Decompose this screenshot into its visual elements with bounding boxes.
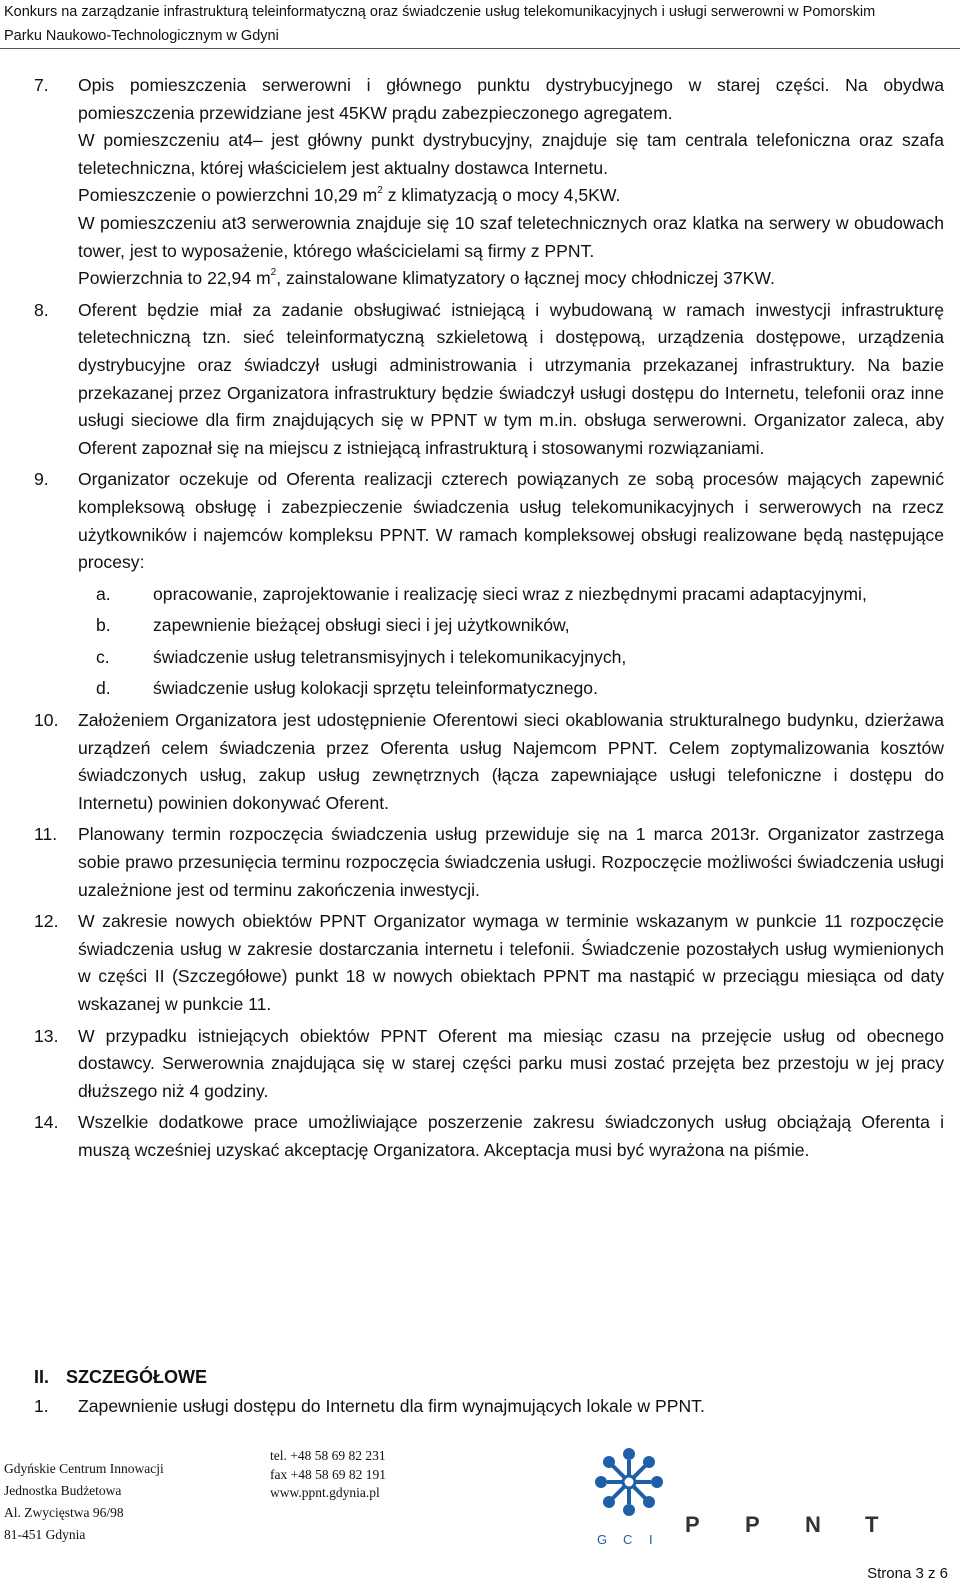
item-paragraph: Organizator oczekuje od Oferenta realizacji czterech powiązanych ze sobą procesów mających zapewnić kompleksową obsługę i zabezpieczenie świadczenia usług telekomunikacyjnych i serwerowych na rzecz użytkowników i najemców kompleksu PPNT. W ramach kompleksowej obsługi realizowane będą następujące procesy: bbox=[78, 469, 944, 573]
section-heading: II. SZCZEGÓŁOWE bbox=[34, 1364, 944, 1392]
list-item-7 bbox=[34, 72, 944, 293]
svg-text:P: P bbox=[685, 1512, 700, 1537]
sub-item-c: c. świadczenie usług teletransmisyjnych i telekomunikacyjnych, bbox=[96, 646, 627, 667]
section-item-text: Zapewnienie usługi dostępu do Internetu dla firm wynajmujących lokale w PPNT. bbox=[78, 1396, 705, 1416]
header-divider bbox=[0, 48, 960, 49]
item-paragraph: Oferent będzie miał za zadanie obsługiwać istniejącą i wybudowaną w ramach inwestycji infrastrukturę teletechniczną tzn. sieć teleinformatyczną szkieletową i dostępową, urządzenia dostępowe, urządzenia dystrybucyjne oraz świadczył usługi administrowania i utrzymania przekazanej infrastruktury. Na bazie przekazanej przez Organizatora infrastruktury będzie świadczył usługi dostępu do Internetu, telefonii oraz inne usługi sieciowe dla firm znajdujących się w PPNT w tym m.in. obsługa serwerowni. Organizator zaleca, aby Oferent zapoznał się na miejscu z istniejącą infrastrukturą i stosowanymi rozwiązaniami. bbox=[78, 299, 944, 458]
item-paragraph: Wszelkie dodatkowe prace umożliwiające poszerzenie zakresu świadczonych usług obciążają Oferenta i muszą wcześniej uzyskać akceptację Organizatora. Akceptacja musi być wyrażona na piśmie. bbox=[78, 1112, 944, 1160]
footer-contact bbox=[270, 1447, 386, 1503]
item-number: 14. bbox=[34, 1112, 59, 1133]
sub-item-a: a. opracowanie, zaprojektowanie i realizację sieci wraz z niezbędnymi pracami adaptacyjnymi, bbox=[96, 583, 867, 604]
item-paragraph: Powierzchnia to 22,94 $m^2$, zainstalowane klimatyzatory o łącznej mocy chłodniczej 37KW. bbox=[78, 267, 775, 289]
svg-text:N: N bbox=[805, 1512, 821, 1537]
svg-text:T: T bbox=[865, 1512, 879, 1537]
footer-fax: fax +48 58 69 82 191 bbox=[270, 1466, 386, 1482]
item-paragraph: W zakresie nowych obiektów PPNT Organizator wymaga w terminie wskazanym w punkcie 11 rozpoczęcie świadczenia usług w zakresie dostarczania internetu i telefonii. Świadczenie pozostałych usług wymienionych w części II (Szczegółowe) punkt 18 w nowych obiektach PPNT ma nastąpić w przeciągu miesiąca od daty wskazanej w punkcie 11. bbox=[78, 911, 944, 1014]
header-line-1: Konkurs na zarządzanie infrastrukturą teleinformatyczną oraz świadczenie usług telekomunikacyjnych i usługi serwerowni w Pomorskim bbox=[4, 4, 876, 20]
item-paragraph: W pomieszczeniu at4– jest główny punkt dystrybucyjny, znajduje się tam centrala telefoniczna oraz szafa teletechniczna, której właścicielem jest aktualny dostawca Internetu. bbox=[78, 130, 944, 178]
sub-item-b: b. zapewnienie bieżącej obsługi sieci i jej użytkowników, bbox=[96, 615, 570, 636]
item-number: 12. bbox=[34, 911, 59, 932]
list-item-8 bbox=[34, 297, 944, 463]
list-item-14 bbox=[34, 1109, 944, 1164]
list-item-9 bbox=[34, 466, 944, 703]
page-header bbox=[4, 0, 954, 48]
footer-address: Gdyńskie Centrum Innowacji Jednostka Budżetowa Al. Zwycięstwa 96/98 81-451 Gdynia bbox=[4, 1461, 164, 1542]
sub-list bbox=[96, 581, 944, 703]
list-item-12 bbox=[34, 908, 944, 1018]
item-number: 8. bbox=[34, 299, 49, 320]
svg-text:I: I bbox=[649, 1532, 653, 1547]
section-item-1: 1. Zapewnienie usługi dostępu do Internetu dla firm wynajmujących lokale w PPNT. bbox=[34, 1393, 944, 1421]
ppnt-logo-icon bbox=[593, 1446, 923, 1556]
document-body bbox=[34, 72, 944, 1169]
page-number: Strona 3 z 6 bbox=[867, 1565, 948, 1582]
svg-text:C: C bbox=[623, 1532, 633, 1547]
item-number: 9. bbox=[34, 469, 49, 490]
item-paragraph: W przypadku istniejących obiektów PPNT Oferent ma miesiąc czasu na przejęcie usług od obecnego dostawcy. Serwerownia znajdująca się w starej części parku musi zostać przejęta bez przestoju w jej pracy dłuższego niż 4 godziny. bbox=[78, 1025, 944, 1101]
item-number: 13. bbox=[34, 1025, 59, 1046]
item-paragraph: Opis pomieszczenia serwerowni i głównego punktu dystrybucyjnego w starej części. Na obydwa pomieszczenia przewidziane jest 45KW prądu zabezpieczonego agregatem. bbox=[78, 75, 944, 123]
item-number: 7. bbox=[34, 75, 49, 95]
section-title: SZCZEGÓŁOWE bbox=[66, 1367, 207, 1387]
item-paragraph: Pomieszczenie o powierzchni 10,29 $m^2$ z klimatyzacją o mocy 4,5KW. bbox=[78, 184, 621, 206]
list-item-10 bbox=[34, 707, 944, 817]
svg-text:G: G bbox=[597, 1532, 608, 1547]
item-number: 10. bbox=[34, 710, 59, 731]
footer-phone: tel. +48 58 69 82 231 bbox=[270, 1448, 386, 1463]
item-paragraph: Założeniem Organizatora jest udostępnienie Oferentowi sieci okablowania strukturalnego budynku, dzierżawa urządzeń celem świadczenia przez Oferenta usług Najemcom PPNT. Celem zoptymalizowania kosztów świadczonych usług, zakup usług zewnętrznych (łącza zapewniające usługi telefoniczne i dostępu do Internetu) powinien dokonywać Oferent. bbox=[78, 710, 944, 813]
header-line-2: Parku Naukowo-Technologicznym w Gdyni bbox=[4, 28, 279, 44]
sub-item-d: d. świadczenie usług kolokacji sprzętu teleinformatycznego. bbox=[96, 678, 598, 699]
item-paragraph: Planowany termin rozpoczęcia świadczenia usług przewiduje się na 1 marca 2013r. Organizator zastrzega sobie prawo przesunięcia terminu rozpoczęcia świadczenia usługi. Rozpoczęcie możliwości świadczenia usługi uzależnione jest od terminu zakończenia inwestycji. bbox=[78, 824, 944, 900]
item-number: 11. bbox=[34, 824, 58, 845]
item-paragraph: W pomieszczeniu at3 serwerownia znajduje się 10 szaf teletechnicznych oraz klatka na serwery w obudowach tower, jest to wyposażenie, którego właścicielami są firmy z PPNT. bbox=[78, 212, 944, 261]
svg-text:P: P bbox=[745, 1512, 760, 1537]
footer-website: www.ppnt.gdynia.pl bbox=[270, 1485, 380, 1500]
list-item-13 bbox=[34, 1023, 944, 1106]
list-item-11 bbox=[34, 821, 944, 904]
